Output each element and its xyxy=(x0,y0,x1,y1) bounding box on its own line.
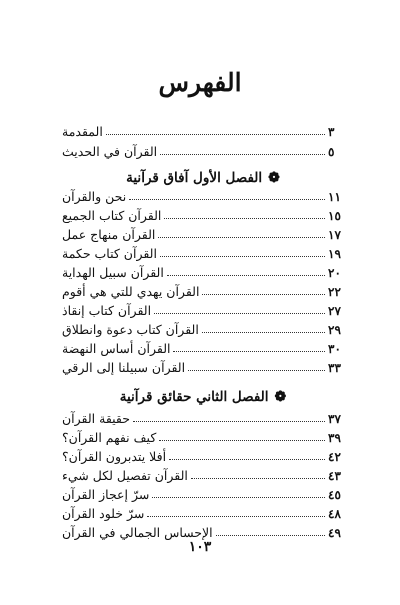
toc-entry xyxy=(62,338,344,356)
toc-entry xyxy=(62,300,344,318)
toc-entry xyxy=(62,357,344,375)
toc-entry-label: القرآن في الحديث xyxy=(62,144,158,159)
toc-entry-label: كيف نفهم القرآن؟ xyxy=(62,430,157,445)
toc-entry xyxy=(62,408,344,426)
leader-dots xyxy=(173,350,325,352)
toc-entry xyxy=(62,427,344,445)
leader-dots xyxy=(167,274,325,276)
leader-dots xyxy=(169,458,325,460)
leader-dots xyxy=(158,236,325,238)
toc-entry-label: أفلا يتدبرون القرآن؟ xyxy=(62,449,167,464)
toc-entry-page: ٤٢ xyxy=(328,450,341,464)
chapter-heading xyxy=(62,387,344,407)
toc-entry-label: القرآن كتاب إنقاذ xyxy=(62,303,152,318)
toc-entry-label: نحن والقرآن xyxy=(62,189,127,204)
leader-dots xyxy=(160,255,325,257)
leader-dots xyxy=(164,217,325,219)
toc-entry-label: سرّ خلود القرآن xyxy=(62,506,145,521)
toc-entry-label: القرآن يهدي للتي هي أقوم xyxy=(62,284,200,299)
toc-entry-label: القرآن كتاب حكمة xyxy=(62,246,157,261)
toc-entry xyxy=(62,484,344,502)
leader-dots xyxy=(191,477,325,479)
toc-entry xyxy=(62,141,344,159)
toc-entry-page: ٢٩ xyxy=(328,323,341,337)
toc-entry-page: ١٧ xyxy=(328,228,341,242)
toc-entry-page: ٢٠ xyxy=(328,266,341,280)
leader-dots xyxy=(202,293,325,295)
leader-dots xyxy=(160,153,325,155)
toc-entry xyxy=(62,522,344,540)
toc-entry-page: ١١ xyxy=(328,190,341,204)
page-title: الفهرس xyxy=(158,68,242,97)
leader-dots xyxy=(152,496,325,498)
flower-ornament-icon: ❁ xyxy=(274,389,287,405)
toc-entry xyxy=(62,465,344,483)
toc-entry-page: ٣٣ xyxy=(328,361,341,375)
toc-entry-page: ٣٧ xyxy=(328,412,341,426)
toc-entry xyxy=(62,186,344,204)
toc-entry-label: القرآن سبيلنا إلى الرقي xyxy=(62,360,186,375)
leader-dots xyxy=(129,198,325,200)
toc-entry xyxy=(62,503,344,521)
toc-entry xyxy=(62,262,344,280)
toc-entry xyxy=(62,121,344,139)
leader-dots xyxy=(133,420,325,422)
chapter-heading xyxy=(62,168,344,188)
leader-dots xyxy=(159,439,325,441)
toc-entry-page: ٥ xyxy=(328,145,335,159)
toc-entry-label: حقيقة القرآن xyxy=(62,411,130,426)
toc-entry-label: القرآن منهاج عمل xyxy=(62,227,156,242)
toc-entry-page: ٣٠ xyxy=(328,342,341,356)
leader-dots xyxy=(202,331,325,333)
toc-entry-page: ٤٣ xyxy=(328,469,341,483)
flower-ornament-icon: ❁ xyxy=(268,170,280,186)
toc-entry-label: القرآن سبيل الهداية xyxy=(62,265,164,280)
leader-dots xyxy=(216,534,325,536)
toc-entry xyxy=(62,446,344,464)
page-number: ١٠٣ xyxy=(188,539,212,555)
leader-dots xyxy=(188,369,325,371)
leader-dots xyxy=(154,312,325,314)
toc-entry-page: ٢٢ xyxy=(328,285,341,299)
toc-entry xyxy=(62,224,344,242)
toc-entry-page: ٤٥ xyxy=(328,488,341,502)
toc-entry xyxy=(62,281,344,299)
toc-entry-page: ٢٧ xyxy=(328,304,341,318)
toc-entry-page: ١٩ xyxy=(328,247,341,261)
toc-entry xyxy=(62,205,344,223)
chapter-heading-label: الفصل الأول آفاق قرآنية xyxy=(126,170,263,186)
toc-entry xyxy=(62,243,344,261)
toc-entry-page: ٣٩ xyxy=(328,431,341,445)
toc-entry-page: ٤٨ xyxy=(328,507,341,521)
toc-entry-label: القرآن كتاب دعوة وانطلاق xyxy=(62,322,199,337)
toc-entry-page: ٤٩ xyxy=(328,526,341,540)
toc-entry-label: المقدمة xyxy=(62,124,103,139)
toc-entry-label: سرّ إعجاز القرآن xyxy=(62,487,150,502)
toc-entry-page: ٣ xyxy=(328,125,335,139)
toc-entry-label: القرآن أساس النهضة xyxy=(62,341,171,356)
toc-entry-label: القرآن كتاب الجميع xyxy=(62,208,162,223)
toc-entry-label: القرآن تفصيل لكل شيء xyxy=(62,468,188,483)
leader-dots xyxy=(106,133,325,135)
toc-entry xyxy=(62,319,344,337)
leader-dots xyxy=(147,515,325,517)
toc-entry-label: الإحساس الجمالي في القرآن xyxy=(62,525,213,540)
chapter-heading-label: الفصل الثاني حقائق قرآنية xyxy=(119,389,269,405)
toc-entry-page: ١٥ xyxy=(328,209,341,223)
